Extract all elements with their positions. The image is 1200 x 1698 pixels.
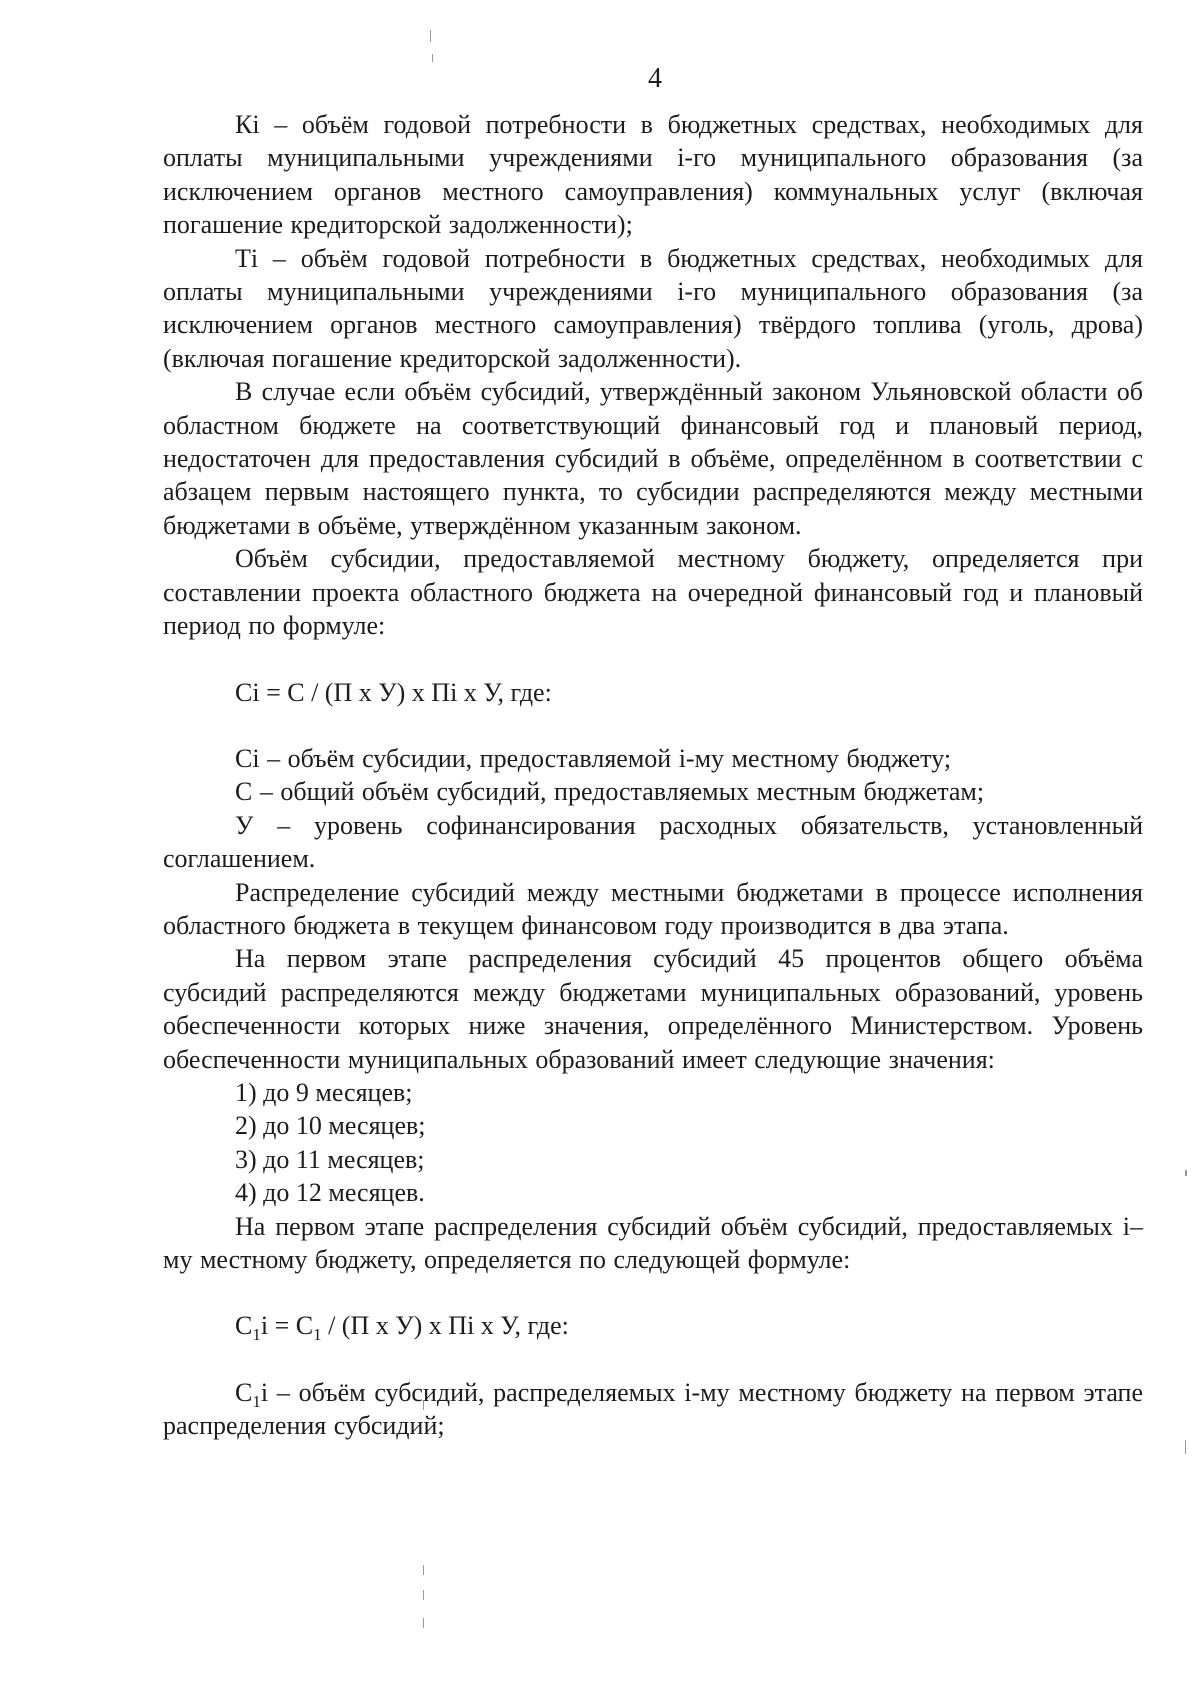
formula-lhs: С (235, 1311, 253, 1341)
c1i-symbol: С (235, 1377, 253, 1407)
scan-speck (432, 54, 433, 62)
formula-subsidy: Сi = С / (П х У) х Пi х У, где: (235, 677, 552, 707)
scan-speck (430, 30, 431, 42)
paragraph-c1i-definition (163, 1376, 1143, 1443)
paragraph-first-stage-formula-intro: На первом этапе распределения субсидий объём субсидий, предоставляемых i–му местному бюджету, определяется по следующей формуле: (163, 1211, 1143, 1274)
list-item: 2) до 10 месяцев; (235, 1111, 426, 1141)
paragraph-c-definition: С – общий объём субсидий, предоставляемых местным бюджетам; (235, 777, 985, 807)
list-item: 4) до 12 месяцев. (235, 1178, 425, 1208)
formula-rhs-subscript: 1 (313, 1325, 322, 1345)
scan-speck (1185, 1170, 1187, 1176)
paragraph-u-definition: У – уровень софинансирования расходных обязательств, установленный соглашением. (163, 810, 1143, 874)
scan-speck (423, 1590, 424, 1600)
paragraph-distribution-stages: Распределение субсидий между местными бюджетами в процессе исполнения областного бюджета в текущем финансовом году производится в два этапа. (163, 877, 1143, 940)
scan-speck (423, 1618, 424, 1628)
c1i-subscript: 1 (252, 1392, 261, 1411)
formula-middle: i = С (260, 1311, 314, 1341)
list-item: 3) до 11 месяцев; (235, 1144, 425, 1174)
formula-first-stage (163, 1309, 1143, 1345)
paragraph-first-stage: На первом этапе распределения субсидий 45 процентов общего объёма субсидий распределяются между бюджетами муниципальных образований, уровень обеспеченности которых ниже значения, определённого Министерством. Уровень обеспеченности муниципальных образований имеет следующие значения: (163, 944, 1143, 1074)
formula-lhs-subscript: 1 (252, 1325, 261, 1345)
scan-speck (423, 1565, 424, 1575)
page-number: 4 (648, 63, 662, 94)
paragraph-subsidy-formula-intro: Объём субсидии, предоставляемой местному бюджету, определяется при составлении проекта областного бюджета на очередной финансовый год и плановый период по формуле: (163, 544, 1143, 641)
formula-rhs: / (П х У) х Пi х У, где: (321, 1311, 569, 1341)
document-body (163, 108, 1143, 1443)
paragraph-insufficient-volume: В случае если объём субсидий, утверждённый законом Ульяновской области об областном бюджете на соответствующий финансовый год и плановый период, недостаточен для предоставления субсидий в объёме, определённом в соответствии с абзацем первым настоящего пункта, то субсидии распределяются между местными бюджетами в объёме, утверждённом указанным законом. (163, 377, 1143, 540)
paragraph-ci-definition: Сi – объём субсидии, предоставляемой i-му местному бюджету; (235, 743, 952, 773)
paragraph-ti-definition: Тi – объём годовой потребности в бюджетных средствах, необходимых для оплаты муниципальными учреждениями i-го муниципального образования (за исключением органов местного самоуправления) твёрдого топлива (уголь, дрова) (включая погашение кредиторской задолженности). (163, 243, 1143, 373)
c1i-text: i – объём субсидий, распределяемых i-му местному бюджету на первом этапе распределения субсидий; (163, 1377, 1143, 1441)
list-item: 1) до 9 месяцев; (235, 1077, 413, 1107)
scan-speck (1185, 1440, 1186, 1454)
paragraph-ki-definition: Кi – объём годовой потребности в бюджетных средствах, необходимых для оплаты муниципальными учреждениями i-го муниципального образования (за исключением органов местного самоуправления) коммунальных услуг (включая погашение кредиторской задолженности); (163, 110, 1143, 240)
